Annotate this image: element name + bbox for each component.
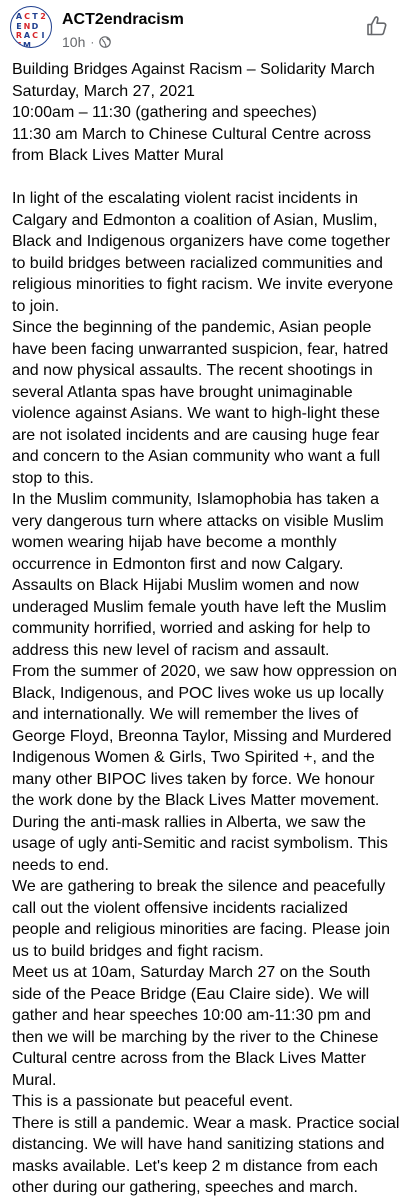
avatar-letter: M (23, 40, 31, 48)
post-paragraph: In light of the escalating violent racist incidents in Calgary and Edmonton a coalition of Asian, Muslim, Black and Indigenous organizers have come together to build bridges between racialized communities and religious minorities to fight racism. We invite everyone to join. (12, 190, 394, 315)
avatar-letter: C (32, 31, 38, 40)
avatar-letter: T (32, 12, 38, 21)
post-paragraph: In the Muslim community, Islamophobia has taken a very dangerous turn where attacks on visible Muslim women wearing hijab have become a monthly occurrence in Edmonton first and now Calgary. Assaults on Black Hijabi Muslim women and now underaged Muslim female youth have left the Muslim community horrified, worried and asking for help to address this new level of racism and assault. (12, 491, 387, 659)
globe-icon[interactable] (99, 36, 111, 48)
post-body (12, 59, 400, 1199)
post-paragraph: Meet us at 10am, Saturday March 27 on the South side of the Peace Bridge (Eau Claire side). We will gather and hear speeches 10:00 am-11:30 pm and then we will be marching by the river to the Chinese Cultural centre across from the Black Lives Matter Mural. (12, 964, 379, 1089)
avatar-letter: A (23, 31, 31, 40)
post-timestamp[interactable]: 10h (62, 34, 86, 50)
avatar-letter: N (23, 21, 31, 31)
paragraph-gap (12, 167, 400, 189)
avatar-letter: D (31, 21, 39, 31)
post-paragraph: From the summer of 2020, we saw how oppression on Black, Indigenous, and POC lives woke us up locally and internationally. We will remember the lives of George Floyd, Breonna Taylor, Missing and Murdered Indigenous Women & Girls, Two Spirited +, and the many other BIPOC lives taken by force. We honour the work done by the Black Lives Matter movement. (12, 663, 398, 809)
avatar-letter: E (16, 21, 22, 31)
post-heading-line: 10:00am – 11:30 (gathering and speeches) (12, 104, 317, 121)
post-paragraph: During the anti-mask rallies in Alberta, we saw the usage of ugly anti-Semitic and racist symbolism. This needs to end. (12, 813, 388, 874)
thumbs-up-icon[interactable] (365, 14, 389, 38)
post-paragraph: Since the beginning of the pandemic, Asian people have been facing unwarranted suspicion, fear, hatred and now physical assaults. The recent shootings in several Atlanta spas have brought unimaginable violence against Asians. We want to high-light these are not isolated incidents and are causing huge fear and concern to the Asian community who want a full stop to this. (12, 319, 389, 487)
avatar-letter: 2 (40, 12, 46, 21)
avatar-letter: C (24, 12, 30, 21)
avatar-logo (15, 12, 47, 48)
avatar-letter: A (15, 12, 23, 21)
avatar-letter: S (16, 40, 22, 48)
post-heading-line: Saturday, March 27, 2021 (12, 82, 195, 100)
post-header (0, 0, 401, 58)
avatar[interactable] (10, 6, 52, 48)
post-paragraph: This is a passionate but peaceful event. (12, 1093, 294, 1110)
post-heading-line: 11:30 am March to Chinese Cultural Centre across from Black Lives Matter Mural (12, 125, 371, 164)
post-meta (62, 33, 111, 51)
avatar-letter: R (15, 31, 23, 40)
post-heading-line: Building Bridges Against Racism – Solidarity March (12, 61, 375, 78)
avatar-letter (39, 22, 47, 32)
post-paragraph: There is still a pandemic. Wear a mask. Practice social distancing. We will have hand sanitizing stations and masks available. Let's keep 2 m distance from each other during our gathering, speeches and march. (12, 1114, 400, 1196)
post-paragraph: We are gathering to break the silence and peacefully call out the violent offensive incidents racialized people and religious minorities are facing. Please join us to build bridges and fight racism. (12, 878, 390, 960)
avatar-letter: I (41, 31, 45, 40)
page-name-link[interactable]: ACT2endracism (62, 11, 184, 28)
meta-separator: · (90, 35, 95, 49)
